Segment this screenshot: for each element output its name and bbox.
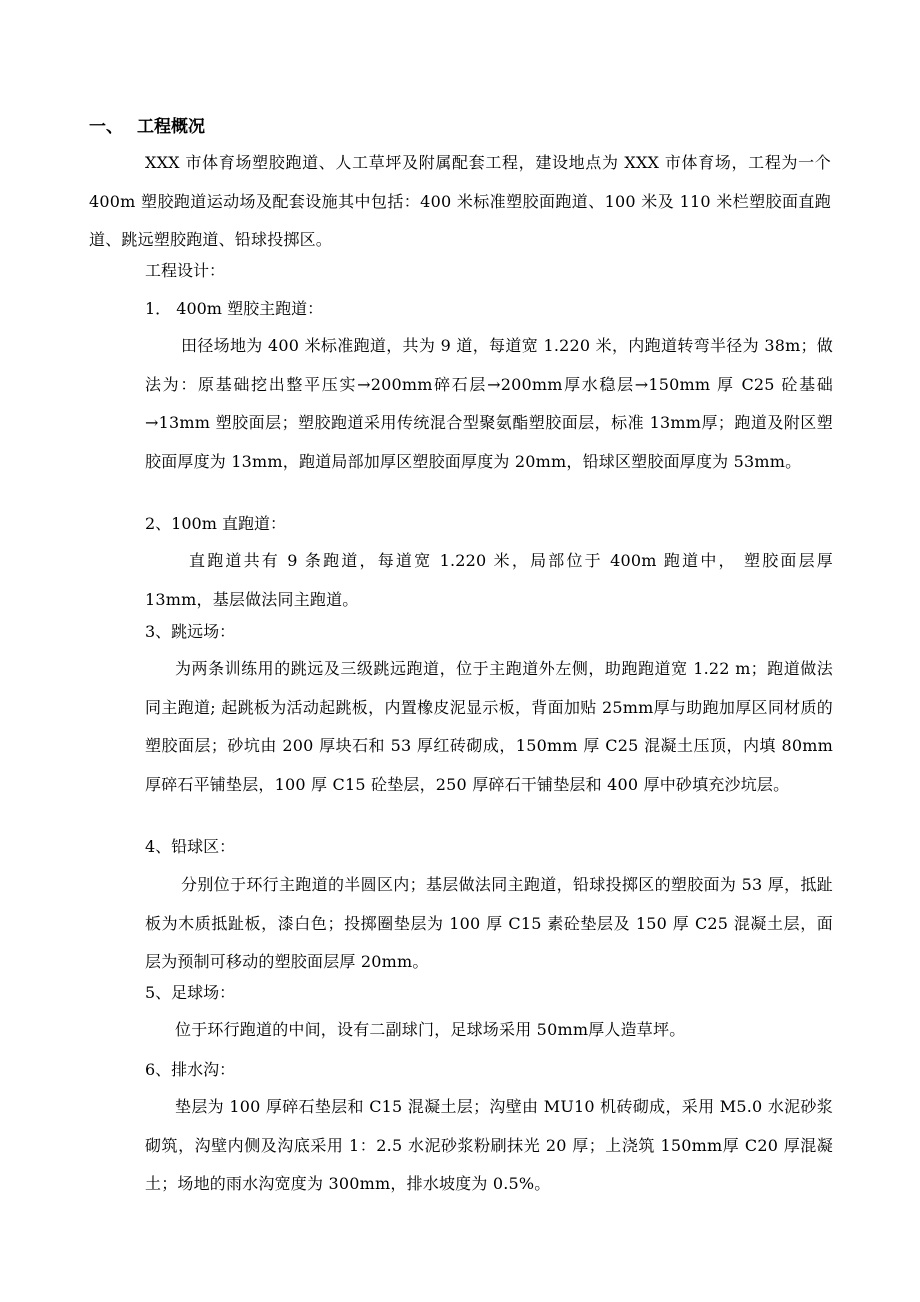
item-5-body: 位于环行跑道的中间，设有二副球门，足球场采用 50mm厚人造草坪。 <box>175 1020 686 1039</box>
item-3-heading: 3、跳远场： <box>145 622 236 641</box>
section-title: 工程概况 <box>137 117 205 137</box>
item-2-heading: 2、100m 直跑道： <box>145 514 286 533</box>
item-4-heading: 4、铅球区： <box>145 837 236 856</box>
item-4-body: 分别位于环行主跑道的半圆区内；基层做法同主跑道，铅球投掷区的塑胶面为 53 厚，抵趾板为木质抵趾板，漆白色；投掷圈垫层为 100 厚 C15 素砼垫层及 150 厚 C25 混凝土层，面层为预制可移动的塑胶面层厚 20mm。 <box>145 875 833 971</box>
item-3-body: 为两条训练用的跳远及三级跳远跑道，位于主跑道外左侧，助跑跑道宽 1.22 m；跑道做法同主跑道; 起跳板为活动起跳板，内置橡皮泥显示板，背面加贴 25mm厚与助跑加厚区同材质的塑胶面层；砂坑由 200 厚块石和 53 厚红砖砌成，150mm 厚 C25 混凝土压顶，内填 80mm 厚碎石平铺垫层，100 厚 C15 砼垫层，250 厚碎石干铺垫层和 400 厚中砂填充沙坑层。 <box>145 659 833 794</box>
item-6-heading: 6、排水沟： <box>145 1060 236 1079</box>
section-heading <box>89 114 205 140</box>
item-6-body: 垫层为 100 厚碎石垫层和 C15 混凝土层；沟壁由 MU10 机砖砌成，采用 M5.0 水泥砂浆砌筑，沟壁内侧及沟底采用 1：2.5 水泥砂浆粉刷抹光 20 厚；上浇筑 150mm厚 C20 厚混凝土；场地的雨水沟宽度为 300mm，排水坡度为 0.5%。 <box>145 1097 833 1193</box>
design-label: 工程设计： <box>145 261 226 280</box>
section-number: 一、 <box>89 117 123 137</box>
intro-paragraph: XXX 市体育场塑胶跑道、人工草坪及附属配套工程，建设地点为 XXX 市体育场，工程为一个 400m 塑胶跑道运动场及配套设施其中包括：400 米标准塑胶面跑道、100 米及 110 米栏塑胶面直跑道、跳远塑胶跑道、铅球投掷区。 <box>89 153 831 249</box>
item-1-heading: 1． 400m 塑胶主跑道： <box>145 299 324 318</box>
item-1-body: 田径场地为 400 米标准跑道，共为 9 道，每道宽 1.220 米，内跑道转弯半径为 38m；做法为：原基础挖出整平压实→200mm碎石层→200mm厚水稳层→150mm 厚 C25 砼基础→13mm 塑胶面层；塑胶跑道采用传统混合型聚氨酯塑胶面层，标准 13mm厚；跑道及附区塑胶面厚度为 13mm，跑道局部加厚区塑胶面厚度为 20mm，铅球区塑胶面厚度为 53mm。 <box>145 336 833 471</box>
item-2-body: 直跑道共有 9 条跑道，每道宽 1.220 米，局部位于 400m 跑道中， 塑胶面层厚 13mm，基层做法同主跑道。 <box>145 551 833 609</box>
item-5-heading: 5、足球场： <box>145 983 236 1002</box>
